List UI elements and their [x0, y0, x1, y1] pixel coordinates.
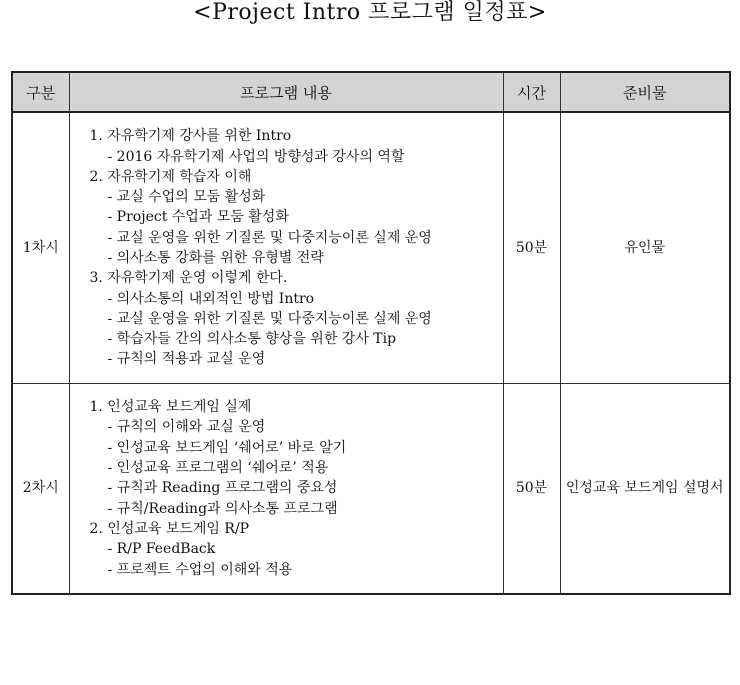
content-cell [69, 112, 503, 384]
materials-cell: 인성교육 보드게임 설명서 [560, 384, 730, 595]
sub-item: - Project 수업과 모둠 활성화 [107, 209, 289, 226]
item-heading: 3. 자유학기제 운영 이렇게 한다. [89, 270, 288, 287]
sub-item: - 인성교육 프로그램의 ‘쉐어로’ 적용 [107, 460, 329, 477]
list-item [90, 126, 497, 167]
session-cell: 1차시 [12, 112, 69, 384]
sub-item: - 의사소통 강화를 위한 유형별 전략 [107, 250, 324, 266]
sub-item: - 인성교육 보드게임 ‘쉐어로’ 바로 알기 [107, 439, 347, 456]
list-item [90, 397, 497, 519]
item-heading: 2. 자유학기제 학습자 이해 [89, 168, 252, 185]
item-heading: 2. 인성교육 보드게임 R/P [89, 520, 250, 537]
sub-item: - 규칙의 적용과 교실 운영 [107, 351, 266, 368]
table-row [12, 112, 730, 384]
time-cell: 50분 [503, 384, 560, 595]
content-list [90, 126, 497, 370]
content-list [90, 397, 497, 580]
header-row [12, 72, 730, 112]
page-title: <Project Intro 프로그램 일정표> [193, 0, 547, 25]
list-item [90, 519, 497, 580]
header-session: 구분 [12, 72, 69, 112]
sub-item: - 프로젝트 수업의 이해와 적용 [107, 561, 293, 578]
content-cell [69, 384, 503, 595]
sub-item: - 교실 수업의 모둠 활성화 [107, 189, 266, 206]
sub-item: - 의사소통의 내외적인 방법 Intro [107, 290, 315, 307]
header-content: 프로그램 내용 [69, 72, 503, 112]
sub-item: - 2016 자유학기제 사업의 방향성과 강사의 역할 [107, 148, 405, 165]
schedule-table [11, 71, 731, 595]
item-heading: 1. 자유학기제 강사를 위한 Intro [89, 128, 292, 145]
time-cell: 50분 [503, 112, 560, 384]
sub-item: - R/P FeedBack [107, 541, 216, 558]
sub-item: - 교실 운영을 위한 기질론 및 다중지능이론 실제 운영 [107, 229, 432, 246]
sub-item: - 규칙/Reading과 의사소통 프로그램 [107, 500, 338, 517]
list-item [90, 167, 497, 268]
materials-cell: 유인물 [560, 112, 730, 384]
sub-item: - 규칙과 Reading 프로그램의 중요성 [107, 480, 338, 497]
sub-item: - 학습자들 간의 의사소통 향상을 위한 강사 Tip [107, 331, 397, 348]
table-row [12, 384, 730, 595]
header-time: 시간 [503, 72, 560, 112]
header-materials: 준비물 [560, 72, 730, 112]
session-cell: 2차시 [12, 384, 69, 595]
item-heading: 1. 인성교육 보드게임 실제 [89, 399, 252, 416]
sub-item: - 규칙의 이해와 교실 운영 [107, 419, 266, 436]
list-item [90, 268, 497, 369]
sub-item: - 교실 운영을 위한 기질론 및 다중지능이론 실제 운영 [107, 310, 432, 327]
